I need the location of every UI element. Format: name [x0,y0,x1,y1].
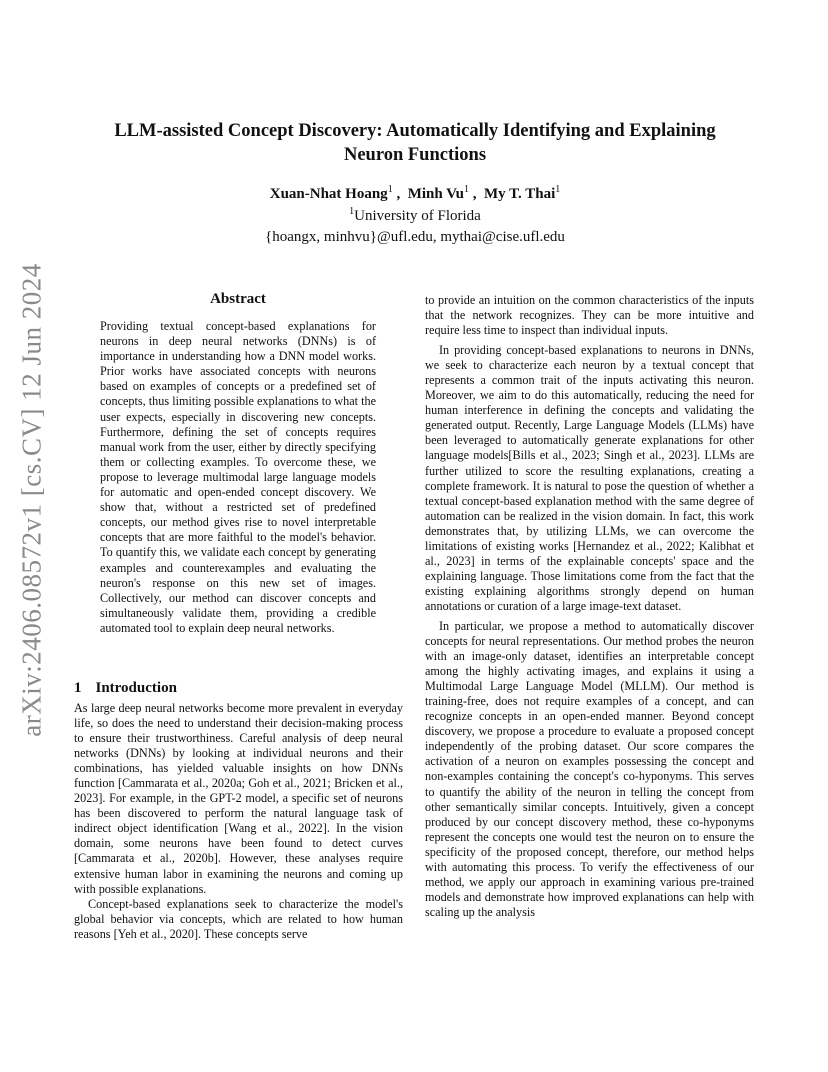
section-heading-introduction [74,680,177,697]
author-name: Minh Vu [407,186,464,202]
section-title: Introduction [95,680,177,696]
paragraph: As large deep neural networks become more prevalent in everyday life, so does the need to understand their decision-making process to ensure their trustworthiness. Careful analysis of deep neural networks (DNNs) by looking at individual neurons and their combinations, has yielded valuable insights on how DNNs function [Cammarata et al., 2020a; Goh et al., 2021; Bricken et al., 2023]. For example, in the GPT-2 model, a specific set of neurons has been discovered to perform the natural language task of indirect object identification [Wang et al., 2022]. In the vision domain, some neurons have been found to detect curves [Cammarata et al., 2020b]. However, these analyses require extensive human labor in examining the neurons and coming up with possible explanations. [74,701,403,896]
left-column-body [74,701,403,942]
abstract-text: Providing textual concept-based explanations for neurons in deep neural networks (DNNs) is of importance in understanding how a DNN model works. Prior works have associated concepts with neurons based on examples of concepts or a predefined set of concepts, thus limiting possible explanations to what the user expects, especially in discovering new concepts. Furthermore, defining the set of concepts requires manual work from the user, either by directly specifying them or collecting examples. To overcome these, we propose to leverage multimodal large language models for automatic and open-ended concept discovery. We show that, without a restricted set of predefined concepts, our method gives rise to novel interpretable concepts that are more faithful to the model's behavior. To quantify this, we validate each concept by generating examples and counterexamples and evaluating the neuron's response on this new set of images. Collectively, our method can discover concepts and simultaneously validate them, providing a credible automated tool to explain deep neural networks. [100,319,376,635]
author-affiliation-mark: 1 [555,184,561,195]
paper-title: LLM-assisted Concept Discovery: Automatically Identifying and Explaining Neuron Functions [114,121,716,165]
author-emails: {hoangx, minhvu}@ufl.edu, mythai@cise.ufl.edu [265,229,565,245]
section-number: 1 [74,680,82,696]
arxiv-identifier [12,263,52,737]
paragraph: to provide an intuition on the common characteristics of the inputs that the network recognizes. They can be more intuitive and require less time to inspect than individual inputs. [425,293,754,338]
paragraph: In particular, we propose a method to automatically discover concepts for neural representations. Our method probes the neuron with an image-only dataset, identifies an interpretable concept among the highly activating images, and explains it using a Multimodal Large Language Model (MLLM). Our method is training-free, does not require examples of a concept, and can recognize concepts in an open-ended manner. Beyond concept discovery, we propose a procedure to evaluate a proposed concept independently of the probing dataset. Our score compares the activation of a neuron on examples possessing the concept and non-examples containing the concept's co-hyponyms. This serves to quantify the ability of the neuron in telling the concept from other semantically similar concepts. Intuitively, given a concept produced by our concept discovery method, these co-hyponyms represent the concepts one would test the neuron on to ensure the specificity of the proposed concept, therefore, our method helps with automating this process. To verify the effectiveness of our method, we apply our approach in examining various pre-trained models and demonstrate how improved explanations can help with scaling up the analysis [425,618,754,919]
author-affiliation-mark: 1 [387,184,393,195]
author-list: Xuan-Nhat Hoang$^1$ , Minh Vu$^1$ , My T. Thai$^1$ [269,184,561,202]
author-affiliation-mark: 1 [463,184,469,195]
right-column-body [425,293,754,920]
paragraph: In providing concept-based explanations to neurons in DNNs, we seek to characterize each neuron by a textual concept that represents a common trait of the inputs activating this neuron. Moreover, we aim to do this automatically, reducing the need for human interference in defining the concepts and validating the generated output. Recently, Large Language Models (LLMs) have been leveraged to automatically generate explanations for other language models[Bills et al., 2023; Singh et al., 2023]. LLMs are further utilized to score the resulting explanations, creating a complete framework. It is natural to pose the question of whether a textual concept-based explanation method with the same degree of automation can be realized in the vision domain. In fact, this work demonstrates that, by utilizing LLMs, we can overcome the limitations of existing works [Hernandez et al., 2022; Kalibhat et al., 2023] in terms of the explainable concepts' space and the explaining language. Those limitations come from the fact that the existing explaining algorithms strongly depend on human annotations or curation of a large image-text dataset. [425,343,754,613]
affiliation [90,206,740,225]
arxiv-identifier-text: arXiv:2406.08572v1 [cs.CV] 12 Jun 2024 [16,263,47,737]
paragraph: Concept-based explanations seek to characterize the model's global behavior via concepts, which are related to how human reasons [Yeh et al., 2020]. These concepts serve [74,896,403,941]
abstract-heading: Abstract [210,291,266,307]
affiliation-name: University of Florida [354,208,481,224]
author-name: My T. Thai [483,186,556,202]
author-name: Xuan-Nhat Hoang [269,186,388,202]
affiliation-mark: 1 [349,206,355,217]
